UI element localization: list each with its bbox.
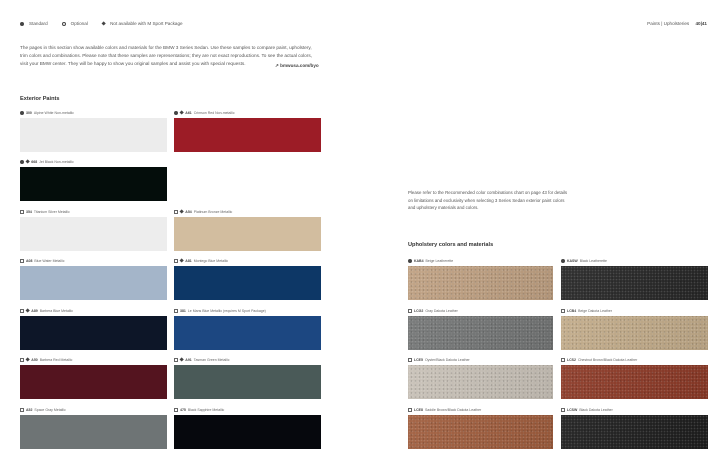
- byo-link[interactable]: [275, 63, 319, 69]
- upholstery-code: LCSW: [567, 408, 578, 412]
- upholstery-code: LCE8: [414, 408, 423, 412]
- paint-code: A81: [185, 259, 192, 263]
- upholstery-caption: [561, 408, 613, 412]
- optional-square-icon: [561, 309, 565, 313]
- optional-square-icon: [20, 358, 24, 362]
- not-available-diamond-icon: [179, 111, 184, 116]
- optional-square-icon: [408, 408, 412, 412]
- paint-swatch: [174, 415, 321, 449]
- paint-name: Le Mans Blue Metallic (requires M Sport Package): [187, 309, 266, 313]
- optional-square-icon: [20, 309, 24, 313]
- paint-caption: [20, 210, 70, 214]
- paint-code: A52: [26, 408, 33, 412]
- not-available-diamond-icon: [25, 358, 30, 363]
- combinations-note: Please refer to the Recommended color combinations chart on page 43 for details on limitations and exclusivity when selecting 3 Series Sedan exterior paint colors and upholstery materials and colors.: [408, 190, 568, 210]
- paint-swatch: [174, 316, 321, 350]
- optional-square-icon: [408, 309, 412, 313]
- paint-name: Montego Blue Metallic: [193, 259, 229, 263]
- paint-swatch: [20, 365, 167, 399]
- not-available-diamond-icon: [179, 210, 184, 215]
- standard-dot-icon: [561, 259, 565, 263]
- arrow-icon: ↗: [275, 63, 279, 68]
- page-number: 40|41: [695, 21, 707, 26]
- paint-caption: [174, 358, 230, 362]
- byo-link-label: bmwusa.com/byo: [280, 63, 319, 68]
- optional-square-icon: [174, 210, 178, 214]
- upholstery-name: Oyster/Black Dakota Leather: [424, 358, 470, 362]
- optional-circle-icon: [62, 22, 66, 26]
- paint-code: A91: [185, 358, 192, 362]
- upholstery-caption: [408, 259, 453, 263]
- page-title: Paints | Upholsteries: [647, 21, 690, 26]
- paint-code: A61: [185, 111, 192, 115]
- paint-caption: [20, 358, 72, 362]
- paint-code: A89: [31, 309, 38, 313]
- upholstery-name: Chestnut Brown/Black Dakota Leather: [577, 358, 638, 362]
- upholstery-caption: [561, 358, 637, 362]
- paint-code: A08: [26, 259, 33, 263]
- upholstery-name: Black Dakota Leather: [579, 408, 613, 412]
- paint-name: Jet Black Non-metallic: [39, 160, 74, 164]
- availability-legend: [20, 21, 183, 26]
- upholstery-name: Gray Dakota Leather: [425, 309, 458, 313]
- page-header: [647, 21, 707, 26]
- optional-square-icon: [174, 358, 178, 362]
- optional-square-icon: [561, 358, 565, 362]
- paint-name: Crimson Red Non-metallic: [193, 111, 235, 115]
- paint-swatch: [20, 316, 167, 350]
- paint-code: 381: [180, 309, 186, 313]
- upholstery-name: Beige Dakota Leather: [578, 309, 612, 313]
- paint-name: Space Gray Metallic: [34, 408, 66, 412]
- not-available-diamond-icon: [25, 160, 30, 165]
- paint-code: A50: [31, 358, 38, 362]
- paint-name: Platinum Bronze Metallic: [193, 210, 233, 214]
- legend-not-available: [102, 21, 183, 26]
- upholstery-swatch: [561, 266, 708, 300]
- upholstery-swatch: [561, 316, 708, 350]
- upholstery-swatch: [408, 415, 553, 449]
- paint-name: Barbera Red Metallic: [39, 358, 73, 362]
- standard-dot-icon: [20, 160, 24, 164]
- paint-caption: [174, 111, 235, 115]
- paint-swatch: [20, 266, 167, 300]
- intro-paragraph: The pages in this section show available colors and materials for the BMW 3 Series Sedan. Use these samples to compare paint, upholstery, trim colors and combinations. Please note that these samples are representations; they are not exact reproductions. To see the actual colors, visit your BMW center. They will be happy to show you original samples and assist you with special requests.: [20, 45, 313, 66]
- optional-square-icon: [174, 309, 178, 313]
- upholstery-name: Saddle Brown/Black Dakota Leather: [424, 408, 482, 412]
- not-available-diamond-icon: [25, 309, 30, 314]
- paint-swatch: [174, 365, 321, 399]
- upholstery-code: KAB4: [414, 259, 424, 263]
- paint-swatch: [20, 217, 167, 251]
- legend-not-available-label: Not available with M Sport Package: [110, 21, 183, 26]
- paint-name: Titanium Silver Metallic: [33, 210, 70, 214]
- standard-dot-icon: [174, 111, 178, 115]
- paint-caption: [20, 408, 66, 412]
- upholstery-title: Upholstery colors and materials: [408, 242, 494, 248]
- paint-caption: [174, 408, 224, 412]
- paint-code: A54: [185, 210, 192, 214]
- standard-dot-icon: [20, 111, 24, 115]
- paint-swatch: [20, 167, 167, 201]
- upholstery-code: LCE5: [414, 358, 423, 362]
- optional-square-icon: [174, 259, 178, 263]
- upholstery-swatch: [408, 266, 553, 300]
- upholstery-name: Black Leatherette: [579, 259, 607, 263]
- paint-code: 475: [180, 408, 186, 412]
- paint-swatch: [174, 266, 321, 300]
- paint-name: Black Sapphire Metallic: [187, 408, 225, 412]
- upholstery-name: Beige Leatherette: [425, 259, 454, 263]
- upholstery-swatch: [561, 415, 708, 449]
- not-available-diamond-icon: [101, 21, 106, 26]
- upholstery-caption: [561, 259, 607, 263]
- upholstery-swatch: [408, 316, 553, 350]
- paint-caption: [20, 259, 64, 263]
- paint-swatch: [20, 415, 167, 449]
- standard-dot-icon: [408, 259, 412, 263]
- not-available-diamond-icon: [179, 259, 184, 264]
- paint-swatch: [174, 217, 321, 251]
- upholstery-swatch: [408, 365, 553, 399]
- paint-name: Alpine White Non-metallic: [33, 111, 74, 115]
- optional-square-icon: [20, 259, 24, 263]
- paint-code: 354: [26, 210, 32, 214]
- paint-caption: [20, 309, 73, 313]
- upholstery-code: LCG2: [414, 309, 424, 313]
- paint-code: 300: [26, 111, 32, 115]
- paint-name: Tasman Green Metallic: [193, 358, 230, 362]
- optional-square-icon: [174, 408, 178, 412]
- standard-dot-icon: [20, 22, 24, 26]
- upholstery-caption: [408, 408, 481, 412]
- exterior-paints-title: Exterior Paints: [20, 96, 60, 102]
- upholstery-caption: [408, 309, 458, 313]
- paint-caption: [20, 111, 74, 115]
- legend-optional: [62, 21, 88, 26]
- not-available-diamond-icon: [179, 358, 184, 363]
- legend-standard: [20, 21, 48, 26]
- upholstery-code: LCS2: [567, 358, 576, 362]
- optional-square-icon: [20, 210, 24, 214]
- paint-caption: [174, 210, 232, 214]
- upholstery-code: LCB4: [567, 309, 577, 313]
- upholstery-swatch: [561, 365, 708, 399]
- optional-square-icon: [20, 408, 24, 412]
- paint-swatch: [174, 118, 321, 152]
- paint-name: Blue Water Metallic: [34, 259, 65, 263]
- paint-caption: [174, 259, 228, 263]
- optional-square-icon: [408, 358, 412, 362]
- paint-name: Barbera Blue Metallic: [39, 309, 73, 313]
- upholstery-code: KASW: [567, 259, 578, 263]
- optional-square-icon: [561, 408, 565, 412]
- legend-optional-label: Optional: [70, 21, 88, 26]
- paint-caption: [174, 309, 266, 313]
- legend-standard-label: Standard: [29, 21, 48, 26]
- paint-code: 668: [31, 160, 38, 164]
- paint-caption: [20, 160, 74, 164]
- upholstery-caption: [561, 309, 612, 313]
- upholstery-caption: [408, 358, 470, 362]
- paint-swatch: [20, 118, 167, 152]
